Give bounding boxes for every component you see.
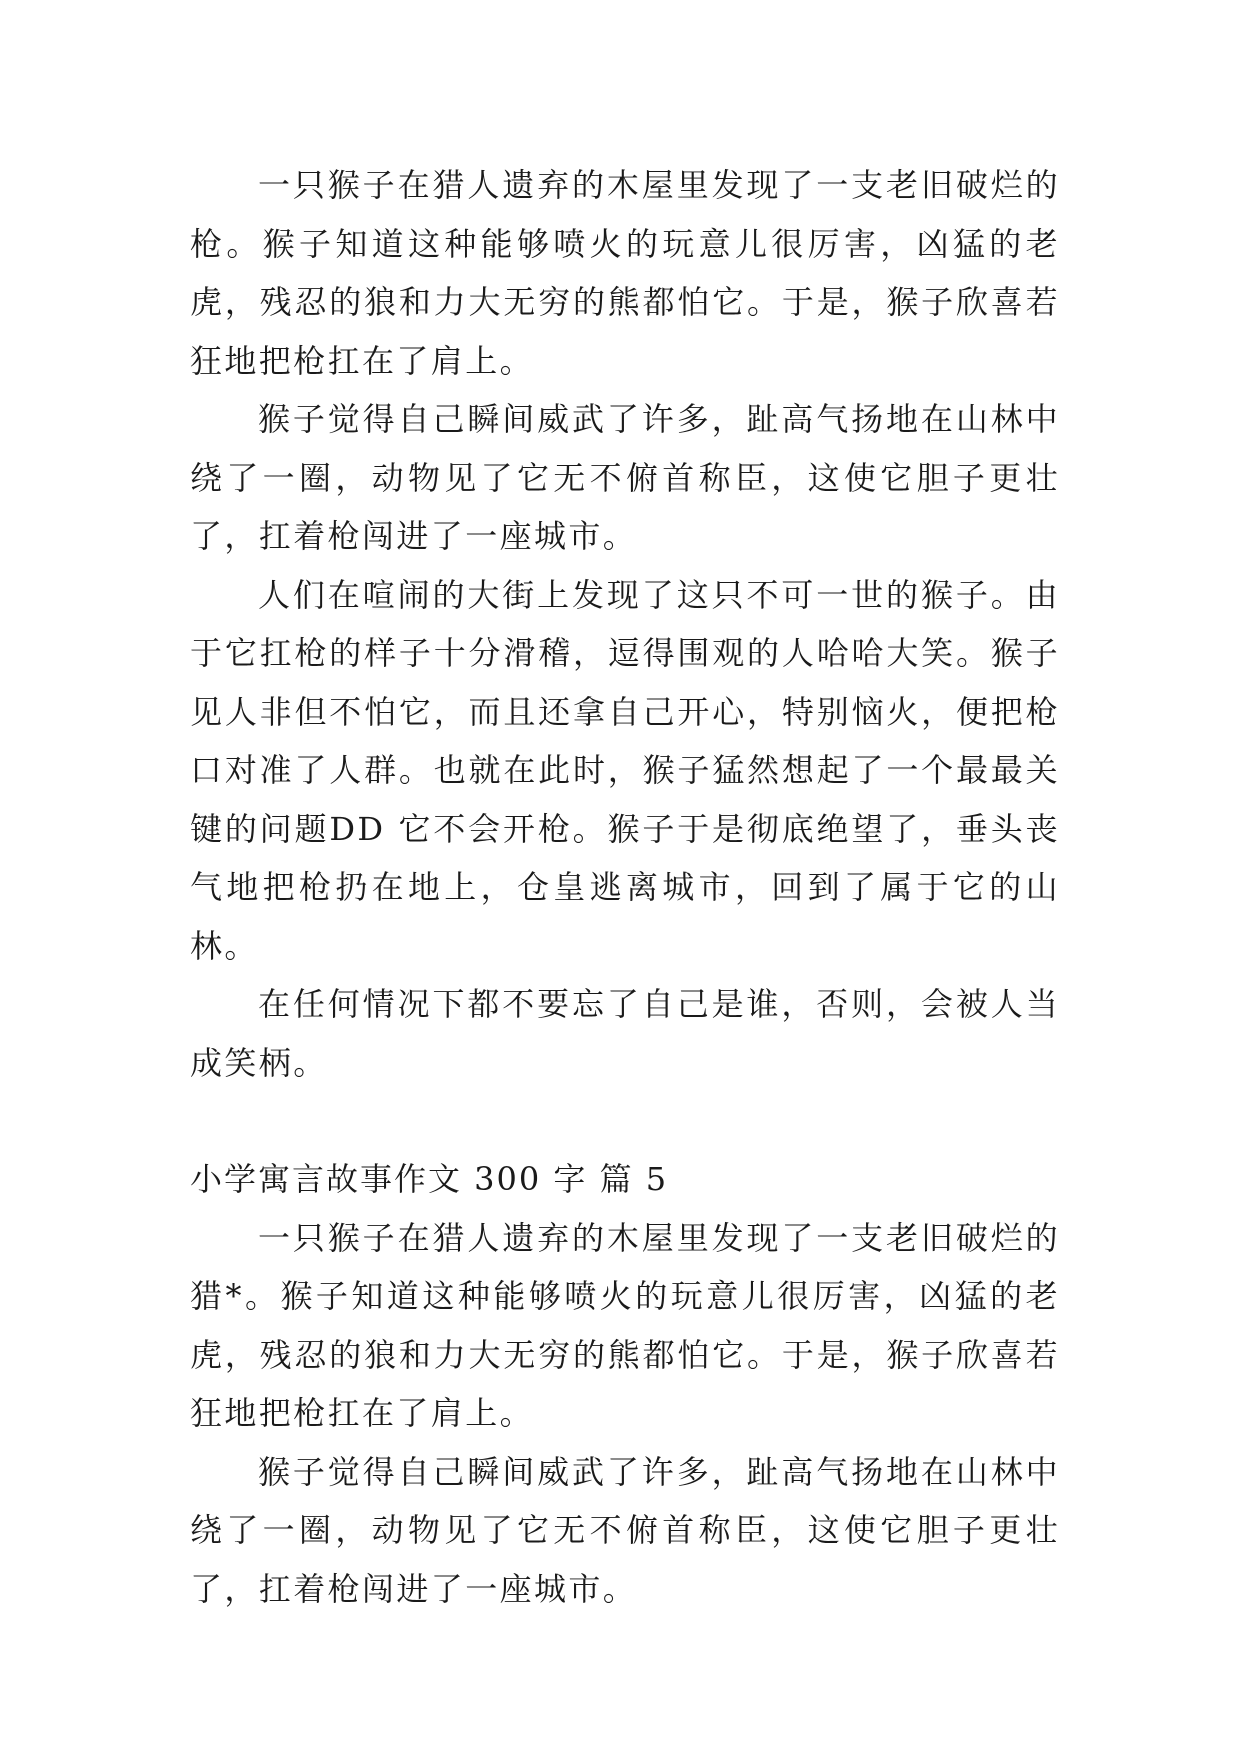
paragraph: 一只猴子在猎人遗弃的木屋里发现了一支老旧破烂的猎*。猴子知道这种能够喷火的玩意儿很厉害，凶猛的老虎，残忍的狼和力大无穷的熊都怕它。于是，猴子欣喜若狂地把枪扛在了肩上。 bbox=[190, 1218, 1060, 1432]
paragraph: 猴子觉得自己瞬间威武了许多，趾高气扬地在山林中绕了一圈，动物见了它无不俯首称臣，这使它胆子更壮了，扛着枪闯进了一座城市。 bbox=[190, 1452, 1060, 1608]
paragraph: 一只猴子在猎人遗弃的木屋里发现了一支老旧破烂的枪。猴子知道这种能够喷火的玩意儿很厉害，凶猛的老虎，残忍的狼和力大无穷的熊都怕它。于是，猴子欣喜若狂地把枪扛在了肩上。 bbox=[190, 166, 1060, 380]
paragraph: 猴子觉得自己瞬间威武了许多，趾高气扬地在山林中绕了一圈，动物见了它无不俯首称臣，这使它胆子更壮了，扛着枪闯进了一座城市。 bbox=[190, 400, 1060, 555]
document-body bbox=[190, 156, 1060, 1618]
section-spacer bbox=[190, 1092, 1060, 1150]
paragraph: 人们在喧闹的大街上发现了这只不可一世的猴子。由于它扛枪的样子十分滑稽，逗得围观的人哈哈大笑。猴子见人非但不怕它，而且还拿自己开心，特别恼火，便把枪口对准了人群。也就在此时，猴子猛然想起了一个最最关键的问题DD 它不会开枪。猴子于是彻底绝望了，垂头丧气地把枪扔在地上，仓皇逃离城市，回到了属于它的山林。 bbox=[190, 575, 1060, 965]
paragraph: 在任何情况下都不要忘了自己是谁，否则，会被人当成笑柄。 bbox=[190, 985, 1060, 1082]
section-heading: 小学寓言故事作文 300 字 篇 5 bbox=[190, 1160, 669, 1198]
